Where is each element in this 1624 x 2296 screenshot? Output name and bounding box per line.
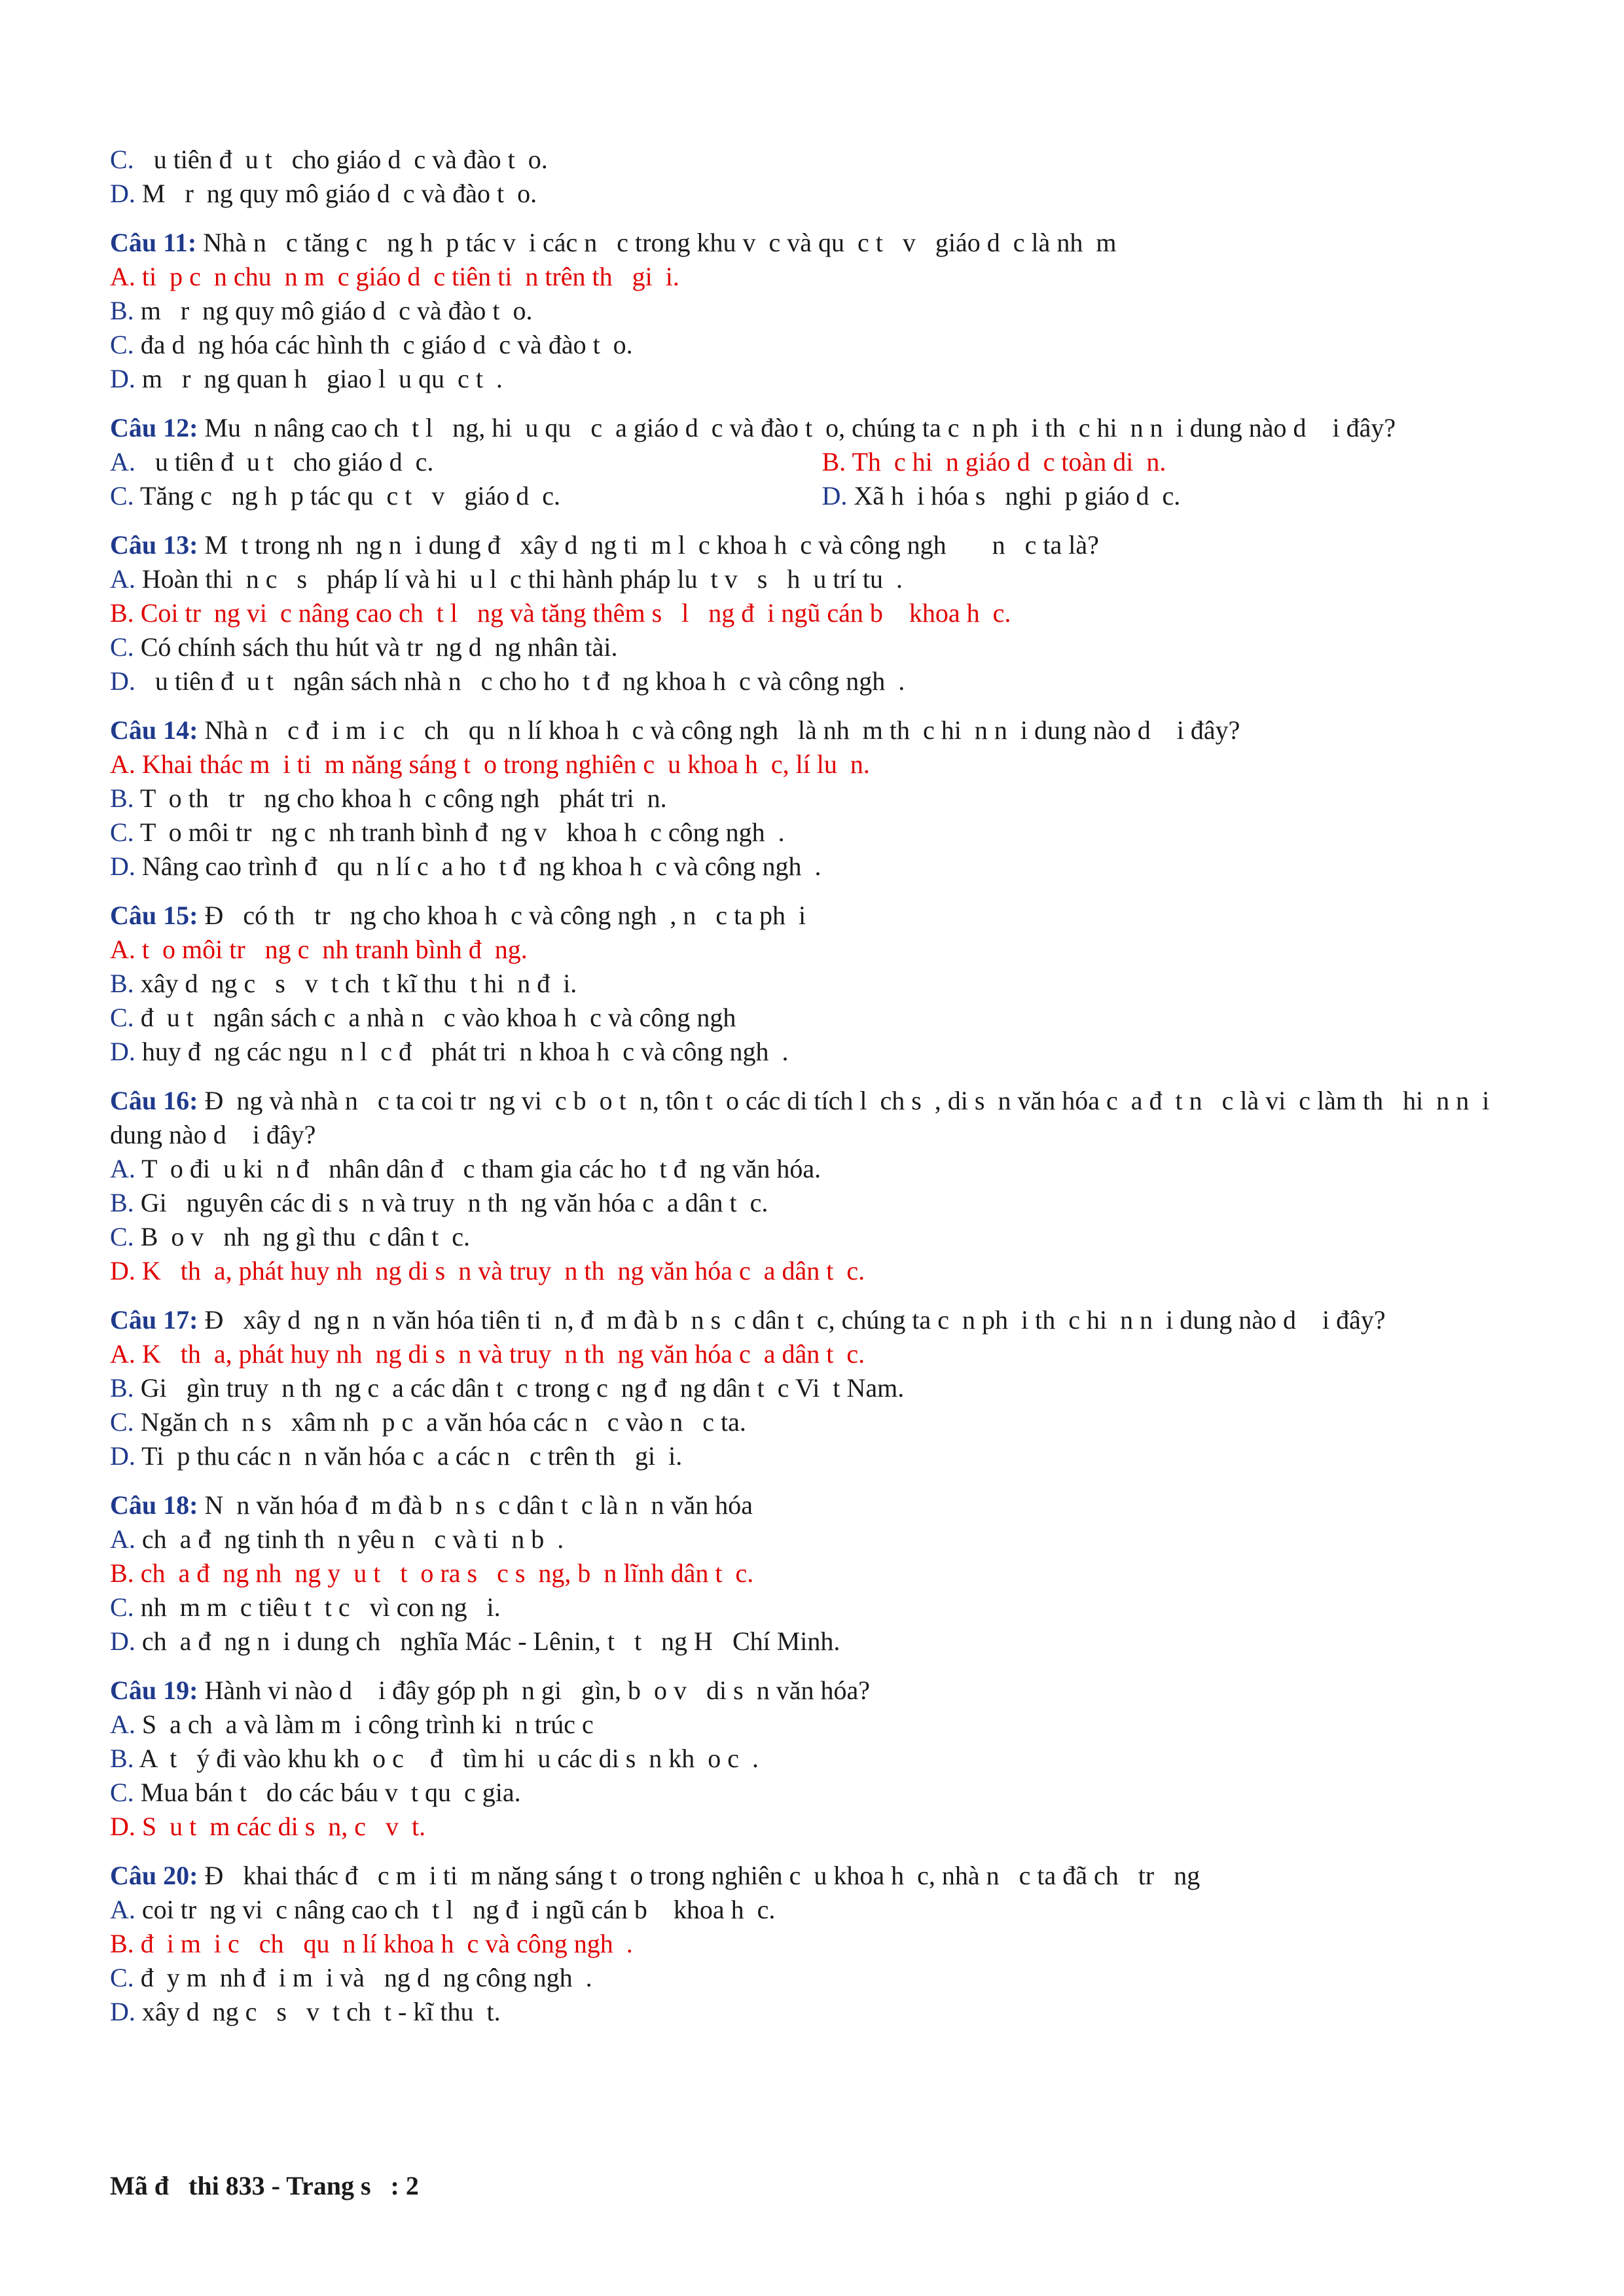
- option-label: C.: [110, 632, 134, 662]
- answer-option: [110, 1035, 1534, 1069]
- option-label: A.: [110, 1895, 135, 1924]
- option-label: B.: [110, 1373, 134, 1403]
- question-block: [110, 528, 1534, 698]
- question-block: [110, 899, 1534, 1069]
- answer-option: [110, 816, 1534, 850]
- option-label: C.: [110, 1963, 134, 1992]
- answer-option: [110, 1590, 1534, 1624]
- question-stem: [110, 411, 1534, 445]
- answer-option: [110, 1439, 1534, 1473]
- answer-option-correct: [110, 596, 1534, 630]
- option-text: Tăng c ng h p tác qu c t v giáo d c.: [139, 481, 561, 511]
- option-text: Hoàn thi n c s pháp lí và hi u l c thi hành pháp lu t v s h u trí tu .: [141, 564, 903, 594]
- question-block: [110, 1674, 1534, 1844]
- question-list: [110, 226, 1534, 2029]
- answer-option: [110, 1001, 1534, 1035]
- option-text: K th a, phát huy nh ng di s n và truy n th ng văn hóa c a dân t c.: [141, 1256, 865, 1285]
- question-block: [110, 1859, 1534, 2029]
- option-text: K th a, phát huy nh ng di s n và truy n th ng văn hóa c a dân t c.: [141, 1339, 865, 1369]
- question-text: N n văn hóa đ m đà b n s c dân t c là n n văn hóa: [204, 1490, 753, 1520]
- option-label: A.: [110, 447, 135, 476]
- option-text: ch a đ ng tinh th n yêu n c và ti n b .: [141, 1524, 564, 1554]
- answer-option: [110, 294, 1534, 328]
- option-text: Khai thác m i ti m năng sáng t o trong nghiên c u khoa h c, lí lu n.: [141, 749, 870, 779]
- answer-option: [110, 1152, 1534, 1186]
- question-text: Hành vi nào d i đây góp ph n gi gìn, b o v di s n văn hóa?: [204, 1676, 870, 1705]
- answer-option-correct: [110, 933, 1534, 967]
- option-label: B.: [110, 783, 134, 813]
- answer-option: [110, 1522, 1534, 1556]
- option-label: D.: [110, 1812, 135, 1841]
- question-number: Câu 16:: [110, 1086, 198, 1115]
- option-row: [110, 479, 1534, 513]
- option-label: B.: [821, 447, 846, 476]
- option-label: C.: [110, 330, 134, 359]
- option-text: Gi gìn truy n th ng c a các dân t c trong c ng đ ng dân t c Vi t Nam.: [140, 1373, 905, 1403]
- answer-option: [110, 1624, 1534, 1659]
- question-number: Câu 20:: [110, 1861, 198, 1890]
- answer-option: [110, 1405, 1534, 1439]
- option-text: đ i m i c ch qu n lí khoa h c và công ngh .: [140, 1929, 633, 1958]
- answer-option: [110, 1742, 1534, 1776]
- option-text: nh m m c tiêu t t c vì con ng i.: [140, 1592, 501, 1622]
- option-label: D.: [110, 364, 135, 393]
- answer-option-correct: [110, 1337, 1534, 1371]
- option-text: S a ch a và làm m i công trình ki n trúc c: [141, 1710, 594, 1739]
- answer-option: [110, 328, 1534, 362]
- answer-option: [110, 1776, 1534, 1810]
- option-label: C.: [110, 1592, 134, 1622]
- option-label: C.: [110, 481, 134, 511]
- option-label: A.: [110, 1710, 135, 1739]
- question-block: [110, 226, 1534, 396]
- option-text: B o v nh ng gì thu c dân t c.: [140, 1222, 470, 1251]
- option-text: u tiên đ u t cho giáo d c.: [141, 447, 434, 476]
- option-text: u tiên đ u t cho giáo d c và đào t o.: [140, 145, 548, 174]
- option-label: A.: [110, 1154, 135, 1183]
- answer-option: [110, 664, 1534, 698]
- carryover-options: [110, 143, 1534, 211]
- option-label: B.: [110, 598, 134, 628]
- question-text: Đ khai thác đ c m i ti m năng sáng t o trong nghiên c u khoa h c, nhà n c ta đã ch tr ng: [204, 1861, 1200, 1890]
- option-text: Ngăn ch n s xâm nh p c a văn hóa các n c vào n c ta.: [140, 1407, 746, 1437]
- question-number: Câu 11:: [110, 228, 197, 257]
- option-text: Mua bán t do các báu v t qu c gia.: [140, 1778, 521, 1807]
- option-text: ti p c n chu n m c giáo d c tiên ti n trên th gi i.: [141, 262, 679, 291]
- option-text: T o th tr ng cho khoa h c công ngh phát tri n.: [139, 783, 667, 813]
- option-label: A.: [110, 935, 135, 964]
- answer-option: [110, 177, 1534, 211]
- question-stem: [110, 226, 1534, 260]
- option-text: ch a đ ng n i dung ch nghĩa Mác - Lênin, t t ng H Chí Minh.: [141, 1626, 840, 1656]
- option-text: T o đi u ki n đ nhân dân đ c tham gia các ho t đ ng văn hóa.: [141, 1154, 821, 1183]
- question-stem: [110, 1488, 1534, 1522]
- option-label: D.: [821, 481, 848, 511]
- answer-option: [110, 1961, 1534, 1995]
- answer-option-correct: [110, 1927, 1534, 1961]
- option-label: C.: [110, 1222, 134, 1251]
- answer-option-correct: [110, 260, 1534, 294]
- option-text: m r ng quan h giao l u qu c t .: [141, 364, 503, 393]
- option-label: B.: [110, 1558, 134, 1588]
- question-block: [110, 1084, 1534, 1288]
- option-label: B.: [110, 1929, 134, 1958]
- option-label: C.: [110, 1003, 134, 1032]
- question-stem: [110, 1674, 1534, 1708]
- question-number: Câu 15:: [110, 901, 198, 930]
- option-row: [110, 445, 1534, 479]
- option-label: D.: [110, 1997, 135, 2026]
- question-stem: [110, 713, 1534, 747]
- answer-option: [110, 479, 822, 513]
- question-number: Câu 19:: [110, 1676, 198, 1705]
- option-text: xây d ng c s v t ch t - kĩ thu t.: [141, 1997, 501, 2026]
- option-label: C.: [110, 817, 134, 847]
- option-label: C.: [110, 1407, 134, 1437]
- exam-page: [110, 143, 1534, 2029]
- question-block: [110, 1303, 1534, 1473]
- question-text: Nhà n c tăng c ng h p tác v i các n c trong khu v c và qu c t v giáo d c là nh m: [203, 228, 1117, 257]
- option-text: m r ng quy mô giáo d c và đào t o.: [140, 296, 533, 325]
- option-text: Có chính sách thu hút và tr ng d ng nhân tài.: [140, 632, 618, 662]
- question-text: Nhà n c đ i m i c ch qu n lí khoa h c và công ngh là nh m th c hi n n i dung nào d i đây?: [204, 715, 1240, 745]
- answer-option-correct: [110, 1810, 1534, 1844]
- option-text: huy đ ng các ngu n l c đ phát tri n khoa h c và công ngh .: [141, 1037, 789, 1066]
- question-text: Đ có th tr ng cho khoa h c và công ngh , n c ta ph i: [204, 901, 806, 930]
- question-stem: [110, 1859, 1534, 1893]
- answer-option: [110, 1186, 1534, 1220]
- option-label: A.: [110, 564, 135, 594]
- answer-option: [110, 630, 1534, 664]
- option-text: coi tr ng vi c nâng cao ch t l ng đ i ngũ cán b khoa h c.: [141, 1895, 776, 1924]
- option-text: Ti p thu các n n văn hóa c a các n c trên th gi i.: [141, 1441, 683, 1471]
- answer-option: [110, 1708, 1534, 1742]
- question-stem: [110, 899, 1534, 933]
- option-text: xây d ng c s v t ch t kĩ thu t hi n đ i.: [140, 969, 577, 998]
- answer-option: [110, 562, 1534, 596]
- answer-option-correct: [110, 747, 1534, 781]
- option-text: u tiên đ u t ngân sách nhà n c cho ho t đ ng khoa h c và công ngh .: [141, 666, 905, 696]
- question-block: [110, 713, 1534, 884]
- option-label: B.: [110, 1188, 134, 1217]
- option-label: D.: [110, 179, 135, 208]
- answer-option: [110, 781, 1534, 816]
- question-number: Câu 12:: [110, 413, 198, 442]
- question-number: Câu 14:: [110, 715, 198, 745]
- option-label: A.: [110, 262, 135, 291]
- option-text: Gi nguyên các di s n và truy n th ng văn hóa c a dân t c.: [140, 1188, 768, 1217]
- question-number: Câu 13:: [110, 530, 198, 560]
- option-text: ch a đ ng nh ng y u t t o ra s c s ng, b n lĩnh dân t c.: [140, 1558, 754, 1588]
- option-label: A.: [110, 1524, 135, 1554]
- question-text: Đ xây d ng n n văn hóa tiên ti n, đ m đà b n s c dân t c, chúng ta c n ph i th c hi n n i dung nào d i đây?: [204, 1305, 1386, 1335]
- answer-option: [110, 1220, 1534, 1254]
- option-label: B.: [110, 1744, 134, 1773]
- option-text: S u t m các di s n, c v t.: [141, 1812, 426, 1841]
- answer-option: [822, 479, 1534, 513]
- answer-option: [110, 967, 1534, 1001]
- question-block: [110, 411, 1534, 513]
- answer-option: [110, 1995, 1534, 2029]
- question-block: [110, 1488, 1534, 1659]
- option-text: Th c hi n giáo d c toàn di n.: [852, 447, 1166, 476]
- page-footer: Mã đ thi 833 - Trang s : 2: [110, 2171, 419, 2200]
- option-text: M r ng quy mô giáo d c và đào t o.: [141, 179, 537, 208]
- question-text: M t trong nh ng n i dung đ xây d ng ti m l c khoa h c và công ngh n c ta là?: [204, 530, 1099, 560]
- option-label: A.: [110, 1339, 135, 1369]
- question-text: Mu n nâng cao ch t l ng, hi u qu c a giáo d c và đào t o, chúng ta c n ph i th c hi n n i dung nào d i đây?: [204, 413, 1396, 442]
- answer-option: [110, 1371, 1534, 1405]
- answer-option: [110, 850, 1534, 884]
- question-number: Câu 18:: [110, 1490, 198, 1520]
- option-label: D.: [110, 1037, 135, 1066]
- answer-option: [110, 445, 822, 479]
- option-label: D.: [110, 1256, 135, 1285]
- option-text: Xã h i hóa s nghi p giáo d c.: [854, 481, 1181, 511]
- question-stem: [110, 1084, 1534, 1152]
- option-text: đ u t ngân sách c a nhà n c vào khoa h c và công ngh: [140, 1003, 736, 1032]
- answer-option-correct: [110, 1254, 1534, 1288]
- option-label: D.: [110, 1626, 135, 1656]
- answer-option-correct: [110, 1556, 1534, 1590]
- option-text: A t ý đi vào khu kh o c đ tìm hi u các di s n kh o c .: [139, 1744, 759, 1773]
- question-number: Câu 17:: [110, 1305, 198, 1335]
- option-label: C.: [110, 1778, 134, 1807]
- option-label: B.: [110, 969, 134, 998]
- answer-option: [110, 143, 1534, 177]
- option-label: D.: [110, 1441, 135, 1471]
- option-label: D.: [110, 852, 135, 881]
- option-text: đ y m nh đ i m i và ng d ng công ngh .: [140, 1963, 592, 1992]
- option-label: D.: [110, 666, 135, 696]
- question-text: Đ ng và nhà n c ta coi tr ng vi c b o t n, tôn t o các di tích l ch s , di s n văn hóa c a đ t n c là vi c làm th hi n n i dung nào d i đây?: [110, 1086, 1496, 1149]
- answer-option: [110, 362, 1534, 396]
- question-stem: [110, 528, 1534, 562]
- option-label: C.: [110, 145, 134, 174]
- option-label: A.: [110, 749, 135, 779]
- option-text: đa d ng hóa các hình th c giáo d c và đào t o.: [140, 330, 633, 359]
- option-label: B.: [110, 296, 134, 325]
- option-text: Nâng cao trình đ qu n lí c a ho t đ ng khoa h c và công ngh .: [141, 852, 821, 881]
- question-stem: [110, 1303, 1534, 1337]
- answer-option-correct: [822, 445, 1534, 479]
- answer-option: [110, 1893, 1534, 1927]
- option-text: Coi tr ng vi c nâng cao ch t l ng và tăng thêm s l ng đ i ngũ cán b khoa h c.: [140, 598, 1011, 628]
- option-text: t o môi tr ng c nh tranh bình đ ng.: [141, 935, 528, 964]
- option-text: T o môi tr ng c nh tranh bình đ ng v khoa h c công ngh .: [139, 817, 785, 847]
